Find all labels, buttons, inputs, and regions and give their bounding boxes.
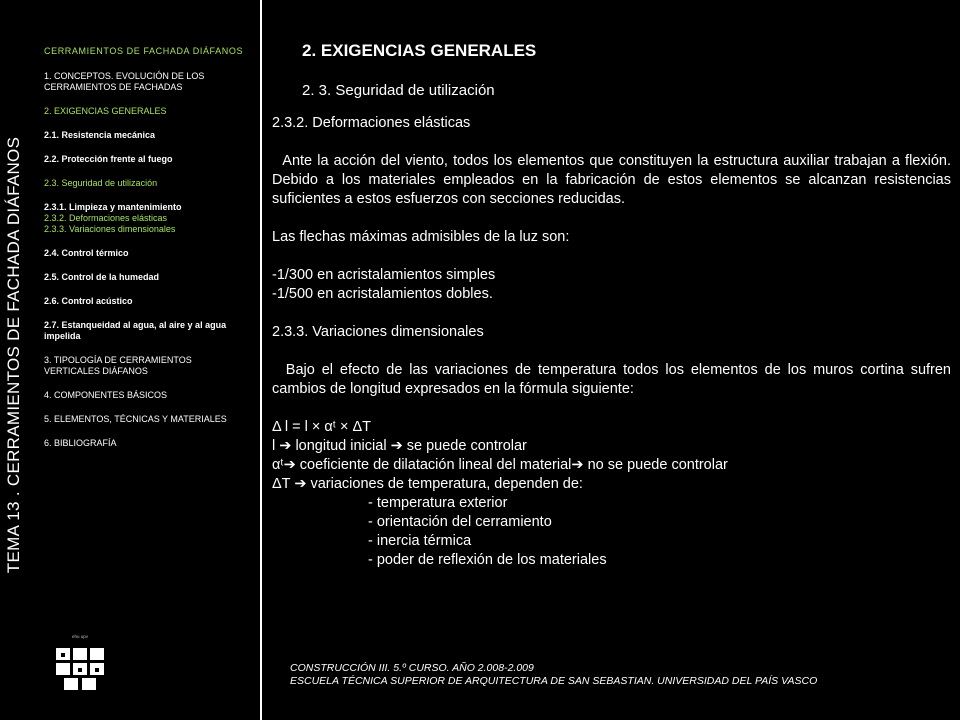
nav-item-conceptos[interactable]: 1. CONCEPTOS. EVOLUCIÓN DE LOS CERRAMIENTOS DE FACHADAS: [44, 71, 205, 92]
nav-item-tipologia[interactable]: 3. TIPOLOGÍA DE CERRAMIENTOS VERTICALES DIÁFANOS: [44, 355, 192, 376]
definition-alpha: αᵗ➔ coeficiente de dilatación lineal del material➔ no se puede controlar: [272, 457, 728, 473]
footer: [290, 662, 817, 688]
arrow-right-icon: ➔: [294, 476, 307, 492]
section-subtitle: 2. 3. Seguridad de utilización: [302, 82, 495, 99]
nav-item-elementos-tecnicas[interactable]: 5. ELEMENTOS, TÉCNICAS Y MATERIALES: [44, 414, 227, 424]
nav-item-componentes-basicos[interactable]: 4. COMPONENTES BÁSICOS: [44, 390, 168, 400]
arrow-right-icon: ➔: [283, 457, 296, 473]
university-logo-icon: [52, 632, 108, 692]
factor-reflexion: - poder de reflexión de los materiales: [368, 552, 607, 568]
nav-item-control-acustico[interactable]: 2.6. Control acústico: [44, 296, 133, 306]
sidebar-title: CERRAMIENTOS DE FACHADA DIÁFANOS: [44, 46, 244, 56]
nav-item-limpieza-mantenimiento[interactable]: 2.3.1. Limpieza y mantenimiento: [44, 202, 182, 212]
page-title: 2. EXIGENCIAS GENERALES: [302, 41, 537, 60]
nav-item-resistencia-mecanica[interactable]: 2.1. Resistencia mecánica: [44, 130, 156, 140]
vertical-title: [0, 0, 26, 720]
flecha-simples: -1/300 en acristalamientos simples: [272, 267, 496, 283]
vertical-title-text: TEMA 13 . CERRAMIENTOS DE FACHADA DIÁFANOS: [4, 136, 23, 574]
definition-delta-t: ΔT ➔ variaciones de temperatura, dependen de:: [272, 476, 583, 492]
formula: Δ l = l × αᵗ × ΔT: [272, 419, 372, 435]
nav-item-seguridad-utilizacion[interactable]: 2.3. Seguridad de utilización: [44, 178, 158, 188]
deformaciones-heading: 2.3.2. Deformaciones elásticas: [272, 115, 471, 131]
factor-temperatura: - temperatura exterior: [368, 495, 508, 511]
arrow-right-icon: ➔: [390, 438, 403, 454]
nav-item-control-termico[interactable]: 2.4. Control térmico: [44, 248, 129, 258]
sidebar-nav: [44, 46, 249, 462]
definition-l: l ➔ longitud inicial ➔ se puede controlar: [272, 438, 527, 454]
factor-orientacion: - orientación del cerramiento: [368, 514, 552, 530]
factor-inercia: - inercia térmica: [368, 533, 472, 549]
deformaciones-paragraph: Ante la acción del viento, todos los elementos que constituyen la estructura auxiliar trabajan a flexión. Debido a los materiales empleados en la fabricación de estos elementos se alcanzan resistencias suficientes a estos esfuerzos con secciones reducidas.: [272, 153, 956, 207]
flechas-intro: Las flechas máximas admisibles de la luz son:: [272, 229, 570, 245]
nav-group-seguridad: [44, 202, 249, 235]
flecha-dobles: -1/500 en acristalamientos dobles.: [272, 286, 493, 302]
slide-body: [272, 114, 956, 570]
nav-item-deformaciones-elasticas[interactable]: 2.3.2. Deformaciones elásticas: [44, 213, 168, 223]
logo-caption: ehu upv: [71, 634, 89, 639]
vertical-divider: [260, 0, 262, 720]
footer-course: CONSTRUCCIÓN III. 5.º CURSO. AÑO 2.008-2.009: [290, 662, 534, 674]
nav-item-variaciones-dimensionales[interactable]: 2.3.3. Variaciones dimensionales: [44, 224, 176, 234]
nav-item-proteccion-fuego[interactable]: 2.2. Protección frente al fuego: [44, 154, 173, 164]
arrow-right-icon: ➔: [279, 438, 292, 454]
footer-school: ESCUELA TÉCNICA SUPERIOR DE ARQUITECTURA DE SAN SEBASTIAN. UNIVERSIDAD DEL PAÍS VASCO: [290, 675, 818, 687]
nav-item-estanqueidad[interactable]: 2.7. Estanqueidad al agua, al aire y al agua impelida: [44, 320, 227, 341]
variaciones-paragraph: Bajo el efecto de las variaciones de temperatura todos los elementos de los muros cortina sufren cambios de longitud expresados en la fórmula siguiente:: [272, 362, 956, 397]
arrow-right-icon: ➔: [571, 457, 584, 473]
nav-item-exigencias-generales[interactable]: 2. EXIGENCIAS GENERALES: [44, 106, 167, 116]
variaciones-heading: 2.3.3. Variaciones dimensionales: [272, 324, 484, 340]
nav-item-control-humedad[interactable]: 2.5. Control de la humedad: [44, 272, 160, 282]
nav-item-bibliografia[interactable]: 6. BIBLIOGRAFÍA: [44, 438, 117, 448]
